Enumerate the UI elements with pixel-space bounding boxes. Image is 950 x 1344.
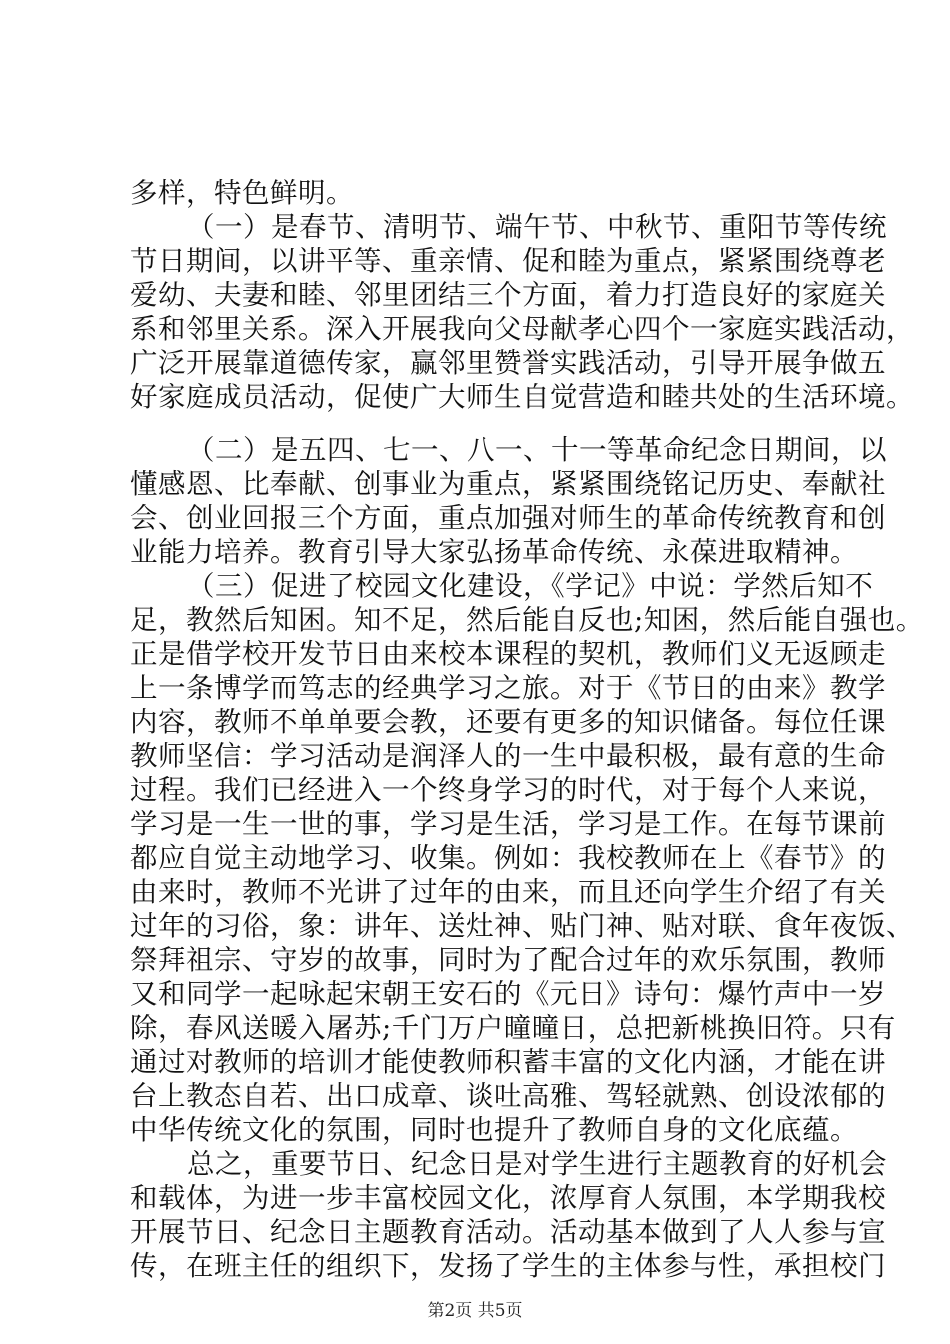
body-text-line: （三）促进了校园文化建设，《学记》中说：学然后知不 (187, 570, 874, 602)
body-text-line: 好家庭成员活动，促使广大师生自觉营造和睦共处的生活环境。 (130, 381, 914, 413)
body-text-line: 上一条博学而笃志的经典学习之旅。对于《节日的由来》教学 (130, 672, 886, 704)
body-text-line: 过程。我们已经进入一个终身学习的时代，对于每个人来说， (130, 774, 886, 806)
body-text-line: 内容，教师不单单要会教，还要有更多的知识储备。每位任课 (130, 706, 886, 738)
body-text-line: 祭拜祖宗、守岁的故事，同时为了配合过年的欢乐氛围，教师 (130, 944, 886, 976)
body-text-line: 会、创业回报三个方面，重点加强对师生的革命传统教育和创 (130, 502, 886, 534)
body-text-line: 教师坚信：学习活动是润泽人的一生中最积极，最有意的生命 (130, 740, 886, 772)
body-text-line: 懂感恩、比奉献、创事业为重点，紧紧围绕铭记历史、奉献社 (130, 468, 886, 500)
body-text-line: 台上教态自若、出口成章、谈吐高雅、驾轻就熟、创设浓郁的 (130, 1080, 886, 1112)
body-text-line: 传，在班主任的组织下，发扬了学生的主体参与性，承担校门 (130, 1250, 886, 1282)
body-text-line: 学习是一生一世的事，学习是生活，学习是工作。在每节课前 (130, 808, 886, 840)
body-text-line: （一）是春节、清明节、端午节、中秋节、重阳节等传统 (187, 211, 887, 243)
body-text-line: 足，教然后知困。知不足，然后能自反也;知困，然后能自强也。 (130, 604, 924, 636)
body-text-line: 通过对教师的培训才能使教师积蓄丰富的文化内涵，才能在讲 (130, 1046, 886, 1078)
body-text-line: 都应自觉主动地学习、收集。例如：我校教师在上《春节》的 (130, 842, 886, 874)
body-text-line: 和载体，为进一步丰富校园文化，浓厚育人氛围，本学期我校 (130, 1182, 886, 1214)
body-text-line: 又和同学一起咏起宋朝王安石的《元日》诗句：爆竹声中一岁 (130, 978, 886, 1010)
body-text-line: 正是借学校开发节日由来校本课程的契机，教师们义无返顾走 (130, 638, 886, 670)
body-text-line: （二）是五四、七一、八一、十一等革命纪念日期间，以 (187, 434, 887, 466)
body-text-line: 多样，特色鲜明。 (130, 177, 354, 209)
body-text-line: 广泛开展靠道德传家，赢邻里赞誉实践活动，引导开展争做五 (130, 347, 886, 379)
body-text-line: 开展节日、纪念日主题教育活动。活动基本做到了人人参与宣 (130, 1216, 886, 1248)
body-text-line: 除，春风送暖入屠苏;千门万户曈曈日，总把新桃换旧符。只有 (130, 1012, 896, 1044)
body-text-line: 中华传统文化的氛围，同时也提升了教师自身的文化底蕴。 (130, 1114, 858, 1146)
body-text-line: 业能力培养。教育引导大家弘扬革命传统、永葆进取精神。 (130, 536, 858, 568)
body-text-line: 系和邻里关系。深入开展我向父母献孝心四个一家庭实践活动， (130, 313, 914, 345)
body-text-line: 爱幼、夫妻和睦、邻里团结三个方面，着力打造良好的家庭关 (130, 279, 886, 311)
body-text-line: 节日期间，以讲平等、重亲情、促和睦为重点，紧紧围绕尊老 (130, 245, 886, 277)
page-number-footer: 第2页 共5页 (427, 1301, 523, 1321)
body-text-line: 过年的习俗，象：讲年、送灶神、贴门神、贴对联、食年夜饭、 (130, 910, 914, 942)
body-text-line: 总之，重要节日、纪念日是对学生进行主题教育的好机会 (187, 1148, 887, 1180)
body-text-line: 由来时，教师不光讲了过年的由来，而且还向学生介绍了有关 (130, 876, 886, 908)
